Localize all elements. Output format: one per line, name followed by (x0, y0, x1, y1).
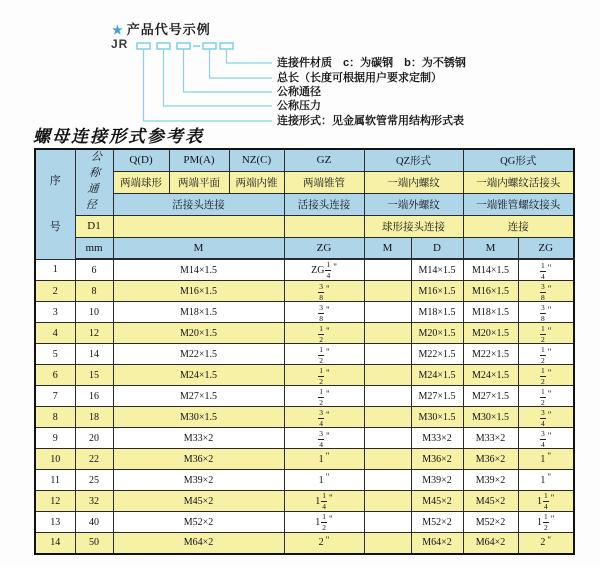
cell-qz-d: M22×1.5 (411, 344, 463, 365)
cell-m-thread: M52×2 (113, 512, 284, 533)
cell-dn-mm: 32 (75, 491, 113, 512)
cell-qg-m: M18×1.5 (463, 302, 518, 323)
cell-m-thread: M33×2 (113, 428, 284, 449)
cell-qz-d: M39×2 (411, 470, 463, 491)
cell-qz-m (364, 512, 411, 533)
cell-no: 9 (35, 428, 75, 449)
cell-qg-zg: $\frac{3}{8}$ " (518, 302, 574, 323)
cell-qg-m: M45×2 (463, 491, 518, 512)
cell-dn-mm: 50 (75, 533, 113, 554)
cell-qg-zg: 1 $\frac{1}{4}$ " (518, 491, 574, 512)
cell-m-thread: M16×1.5 (113, 281, 284, 302)
cell-m-thread: M39×2 (113, 470, 284, 491)
cell-no: 3 (35, 302, 75, 323)
cell-no: 5 (35, 344, 75, 365)
cell-no: 14 (35, 533, 75, 554)
cell-dn-mm: 10 (75, 302, 113, 323)
cell-qz-m (364, 281, 411, 302)
cell-qg-zg: 1 " (518, 449, 574, 470)
header-ball-joint-connection: 球形接头连接 (364, 215, 463, 237)
code-boxes (137, 43, 233, 49)
header-union-connection-gz: 活接头连接 (284, 193, 364, 215)
table-row (35, 512, 574, 533)
table-row (35, 386, 574, 407)
cell-qz-m (364, 407, 411, 428)
cell-qz-m (364, 344, 411, 365)
table-row (35, 449, 574, 470)
cell-no: 10 (35, 449, 75, 470)
header-connection: 连接 (463, 215, 574, 237)
cell-qz-m (364, 365, 411, 386)
cell-gz-size: 2 " (284, 533, 364, 554)
table-row (35, 428, 574, 449)
cell-qz-d: M27×1.5 (411, 386, 463, 407)
cell-qg-m: M52×2 (463, 512, 518, 533)
callout-material: 连接件材质 c：为碳钢 b：为不锈钢 (277, 57, 466, 69)
leader-lines (144, 49, 273, 121)
table-header (35, 149, 574, 259)
cell-gz-size: 1 $\frac{1}{2}$ " (284, 512, 364, 533)
cell-gz-size: ZG $\frac{1}{4}$ " (284, 259, 364, 281)
cell-gz-size: $\frac{3}{4}$ " (284, 428, 364, 449)
header-unit-qg-zg: ZG (518, 237, 574, 259)
cell-m-thread: M27×1.5 (113, 386, 284, 407)
cell-no: 6 (35, 365, 75, 386)
cell-qg-zg: $\frac{1}{2}$ " (518, 386, 574, 407)
cell-qz-d: M20×1.5 (411, 323, 463, 344)
cell-qz-m (364, 302, 411, 323)
star-icon: ★ (112, 23, 124, 37)
table-body (35, 259, 574, 554)
cell-dn-mm: 25 (75, 470, 113, 491)
cell-no: 1 (35, 259, 75, 281)
cell-gz-size: $\frac{1}{2}$ " (284, 344, 364, 365)
cell-no: 11 (35, 470, 75, 491)
cell-dn-mm: 6 (75, 259, 113, 281)
cell-no: 7 (35, 386, 75, 407)
cell-qz-d: M64×2 (411, 533, 463, 554)
cell-dn-mm: 40 (75, 512, 113, 533)
cell-qg-m: M16×1.5 (463, 281, 518, 302)
cell-qg-m: M36×2 (463, 449, 518, 470)
cell-qg-m: M22×1.5 (463, 344, 518, 365)
header-group-qg: QG形式 (463, 149, 574, 171)
header-type-inner-cone-ends: 两端内锥 (229, 171, 284, 193)
cell-qz-m (364, 323, 411, 344)
cell-qz-d: M36×2 (411, 449, 463, 470)
cell-qz-d: M30×1.5 (411, 407, 463, 428)
cell-qz-m (364, 259, 411, 281)
cell-qz-m (364, 449, 411, 470)
header-type-flat-ends: 两端平面 (169, 171, 229, 193)
nut-connection-table (34, 148, 575, 555)
cell-qg-zg: 1 $\frac{1}{2}$ " (518, 512, 574, 533)
cell-qg-zg: $\frac{1}{2}$ " (518, 344, 574, 365)
cell-dn-mm: 8 (75, 281, 113, 302)
cell-qz-d: M45×2 (411, 491, 463, 512)
table-row (35, 470, 574, 491)
diagram-heading (112, 19, 211, 38)
cell-gz-size: $\frac{3}{4}$ " (284, 407, 364, 428)
cell-gz-size: 1 $\frac{1}{4}$ " (284, 491, 364, 512)
cell-gz-size: $\frac{1}{2}$ " (284, 365, 364, 386)
cell-no: 2 (35, 281, 75, 302)
cell-m-thread: M14×1.5 (113, 259, 284, 281)
cell-qg-m: M24×1.5 (463, 365, 518, 386)
cell-no: 13 (35, 512, 75, 533)
cell-qg-m: M39×2 (463, 470, 518, 491)
cell-qg-m: M30×1.5 (463, 407, 518, 428)
cell-qz-d: M24×1.5 (411, 365, 463, 386)
cell-qz-d: M33×2 (411, 428, 463, 449)
header-type-taper-pipe-ends: 两端锥管 (284, 171, 364, 193)
cell-qz-m (364, 470, 411, 491)
cell-qg-zg: $\frac{1}{2}$ " (518, 365, 574, 386)
header-group-pma: PM(A) (169, 149, 229, 171)
header-unit-m: M (113, 237, 284, 259)
cell-m-thread: M22×1.5 (113, 344, 284, 365)
table-row (35, 491, 574, 512)
table-row (35, 302, 574, 323)
cell-qg-zg: $\frac{3}{8}$ " (518, 281, 574, 302)
cell-qg-m: M20×1.5 (463, 323, 518, 344)
product-code-prefix: JR (111, 37, 129, 51)
header-group-nzc: NZ(C) (229, 149, 284, 171)
table-row (35, 365, 574, 386)
table-row (35, 407, 574, 428)
cell-gz-size: $\frac{1}{2}$ " (284, 386, 364, 407)
header-row-number: 序号 (35, 149, 75, 259)
header-d1: D1 (75, 215, 113, 237)
cell-m-thread: M36×2 (113, 449, 284, 470)
cell-m-thread: M20×1.5 (113, 323, 284, 344)
cell-qz-m (364, 491, 411, 512)
header-unit-zg: ZG (284, 237, 364, 259)
cell-qg-m: M33×2 (463, 428, 518, 449)
header-mm: mm (75, 237, 113, 259)
cell-qg-m: M27×1.5 (463, 386, 518, 407)
cell-m-thread: M30×1.5 (113, 407, 284, 428)
cell-m-thread: M24×1.5 (113, 365, 284, 386)
header-taper-thread-joint: 一端锥管螺纹接头 (463, 193, 574, 215)
header-union-connection: 活接头连接 (113, 193, 284, 215)
callout-nominal-pressure: 公称压力 (277, 100, 321, 112)
cell-dn-mm: 16 (75, 386, 113, 407)
cell-qz-d: M16×1.5 (411, 281, 463, 302)
cell-dn-mm: 20 (75, 428, 113, 449)
header-blank-gz (284, 215, 364, 237)
callout-connection-form: 连接形式：见金属软管常用结构形式表 (277, 115, 464, 127)
cell-qz-m (364, 428, 411, 449)
cell-qz-d: M52×2 (411, 512, 463, 533)
table-title: 螺母连接形式参考表 (33, 127, 204, 146)
header-type-internal-thread: 一端内螺纹 (364, 171, 463, 193)
cell-gz-size: 1 " (284, 449, 364, 470)
cell-qg-zg: 2 " (518, 533, 574, 554)
cell-qg-zg: 1 " (518, 470, 574, 491)
header-group-gz: GZ (284, 149, 364, 171)
table-row (35, 281, 574, 302)
cell-no: 8 (35, 407, 75, 428)
header-unit-qz-d: D (411, 237, 463, 259)
cell-gz-size: $\frac{3}{8}$ " (284, 281, 364, 302)
cell-m-thread: M64×2 (113, 533, 284, 554)
cell-qg-zg: $\frac{3}{4}$ " (518, 428, 574, 449)
table-row (35, 344, 574, 365)
cell-qg-zg: $\frac{3}{4}$ " (518, 407, 574, 428)
cell-dn-mm: 14 (75, 344, 113, 365)
table-row (35, 533, 574, 554)
header-blank-left (113, 215, 284, 237)
cell-dn-mm: 18 (75, 407, 113, 428)
cell-gz-size: $\frac{3}{8}$ " (284, 302, 364, 323)
cell-qg-zg: $\frac{1}{4}$ " (518, 259, 574, 281)
cell-qg-m: M14×1.5 (463, 259, 518, 281)
cell-m-thread: M18×1.5 (113, 302, 284, 323)
cell-qz-d: M14×1.5 (411, 259, 463, 281)
callout-total-length: 总长（长度可根据用户要求定制） (277, 72, 442, 84)
header-group-qd: Q(D) (113, 149, 169, 171)
diagram-heading-text: 产品代号示例 (126, 22, 211, 37)
cell-gz-size: 1 " (284, 470, 364, 491)
cell-qg-zg: $\frac{1}{2}$ " (518, 323, 574, 344)
cell-dn-mm: 12 (75, 323, 113, 344)
cell-qz-m (364, 386, 411, 407)
cell-qz-d: M18×1.5 (411, 302, 463, 323)
table-row (35, 323, 574, 344)
header-nominal-diameter: 公称通径 (75, 149, 113, 215)
header-external-thread: 一端外螺纹 (364, 193, 463, 215)
cell-gz-size: $\frac{1}{2}$ " (284, 323, 364, 344)
cell-dn-mm: 22 (75, 449, 113, 470)
cell-no: 4 (35, 323, 75, 344)
header-type-internal-thread-union: 一端内螺纹活接头 (463, 171, 574, 193)
header-group-qz: QZ形式 (364, 149, 463, 171)
header-unit-qg-m: M (463, 237, 518, 259)
table-row (35, 259, 574, 281)
cell-qg-m: M64×2 (463, 533, 518, 554)
header-unit-qz-m: M (364, 237, 411, 259)
cell-m-thread: M45×2 (113, 491, 284, 512)
cell-qz-m (364, 533, 411, 554)
header-type-ball-ends: 两端球形 (113, 171, 169, 193)
cell-no: 12 (35, 491, 75, 512)
cell-dn-mm: 15 (75, 365, 113, 386)
callout-nominal-diameter: 公称通径 (277, 86, 321, 98)
